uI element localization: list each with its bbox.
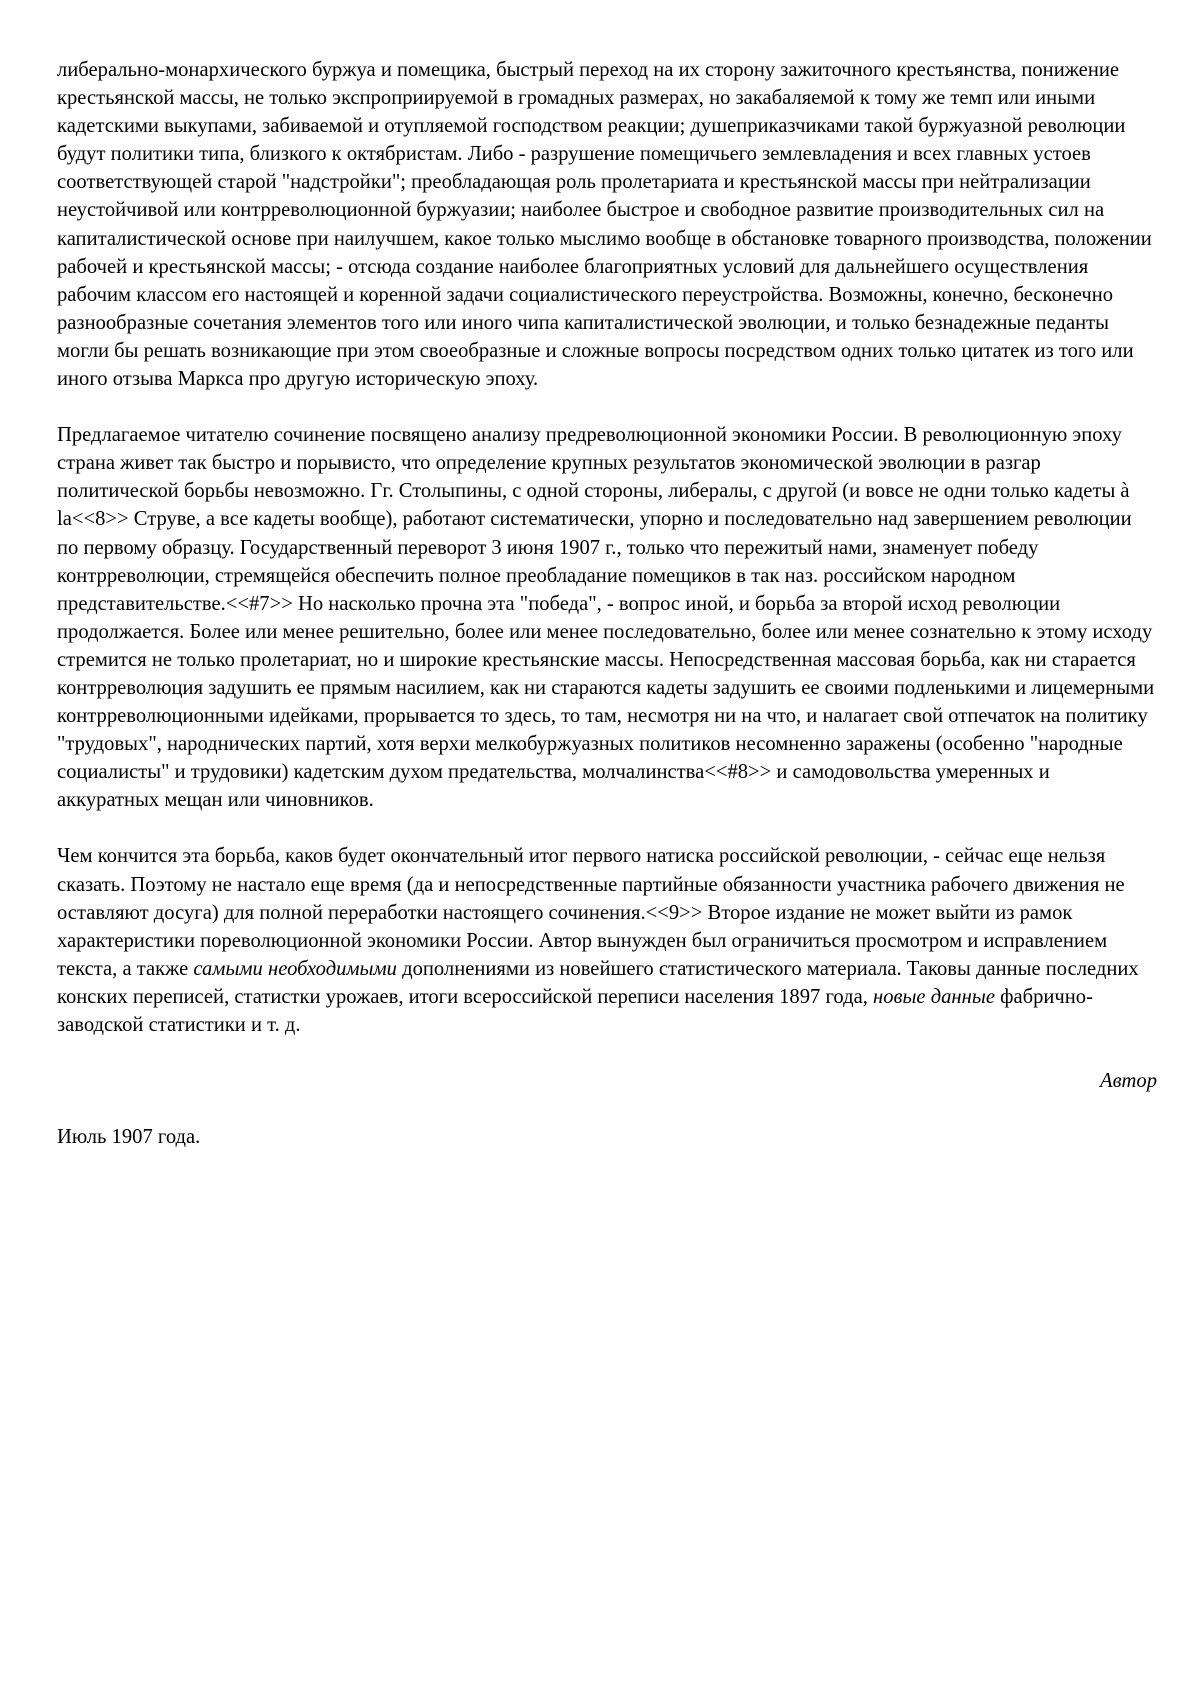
date-line: Июль 1907 года. [57,1126,201,1149]
paragraph-3-emphasis-2: новые данные [873,985,995,1008]
paragraph-3-emphasis-1: самыми необходимыми [193,957,397,980]
paragraph-1: либерально-монархического буржуа и помещика, быстрый переход на их сторону зажиточного крестьянства, понижение крестьянской массы, не только экспроприируемой в громадных размерах, но закабаляемой к тому же темп или иными кадетскими выкупами, забиваемой и отупляемой господством реакции; душеприказчиками такой буржуазной революции будут политики типа, близкого к октябристам. Либо - разрушение помещичьего землевладения и всех главных устоев соответствующей старой "надстройки"; преобладающая роль пролетариата и крестьянской массы при нейтрализации неустойчивой или контрреволюционной буржуазии; наиболее быстрое и свободное развитие производительных сил на капиталистической основе при наилучшем, какое только мыслимо вообще в обстановке товарного производства, положении рабочей и крестьянской массы; - отсюда создание наиболее благоприятных условий для дальнейшего осуществления рабочим классом его настоящей и коренной задачи социалистического переустройства. Возможны, конечно, бесконечно разнообразные сочетания элементов того или иного чипа капиталистической эволюции, и только безнадежные педанты могли бы решать возникающие при этом своеобразные и сложные вопросы посредством одних только цитатек из того или иного отзыва Маркса про другую историческую эпоху. [57,59,1152,391]
paragraph-3-text-3: фабрично-заводской статистики и т. д. [57,985,1093,1036]
document-body [57,56,1157,1151]
paragraph-3-text-1: Чем кончится эта борьба, каков будет окончательный итог первого натиска российской революции, - сейчас еще нельзя сказать. Поэтому не настало еще время (да и непосредственные партийные обязанности участника рабочего движения не оставляют досуга) для полной переработки настоящего сочинения.<<9>> Второе издание не может выйти из рамок характеристики пореволюционной экономики России. Автор вынужден был ограничиться просмотром и исправлением текста, а также [57,845,1125,980]
paragraph-2: Предлагаемое читателю сочинение посвящено анализу предреволюционной экономики России. В революционную эпоху страна живет так быстро и порывисто, что определение крупных результатов экономической эволюции в разгар политической борьбы невозможно. Гг. Столыпины, с одной стороны, либералы, с другой (и вовсе не одни только кадеты à la<<8>> Струве, а все кадеты вообще), работают систематически, упорно и последовательно над завершением революции по первому образцу. Государственный переворот 3 июня 1907 г., только что пережитый нами, знаменует победу контрреволюции, стремящейся обеспечить полное преобладание помещиков в так наз. российском народном представительстве.<<#7>> Но насколько прочна эта "победа", - вопрос иной, и борьба за второй исход революции продолжается. Более или менее решительно, более или менее последовательно, более или менее сознательно к этому исходу стремится не только пролетариат, но и широкие крестьянские массы. Непосредственная массовая борьба, как ни старается контрреволюция задушить ее прямым насилием, как ни стараются кадеты задушить ее своими подленькими и лицемерными контрреволюционными идейками, прорывается то здесь, то там, несмотря ни на что, и налагает свой отпечаток на политику "трудовых", народнических партий, хотя верхи мелкобуржуазных политиков несомненно заражены (особенно "народные социалисты" и трудовики) кадетским духом предательства, молчалинства<<#8>> и самодовольства умеренных и аккуратных мещан или чиновников. [57,424,1155,812]
paragraph-3-text-2: дополнениями из новейшего статистического материала. Таковы данные последних конских переписей, статистки урожаев, итоги всероссийской переписи населения 1897 года, [57,957,1139,1008]
paragraph-3 [57,842,1157,1039]
author-signature: Автор [1100,1070,1157,1093]
